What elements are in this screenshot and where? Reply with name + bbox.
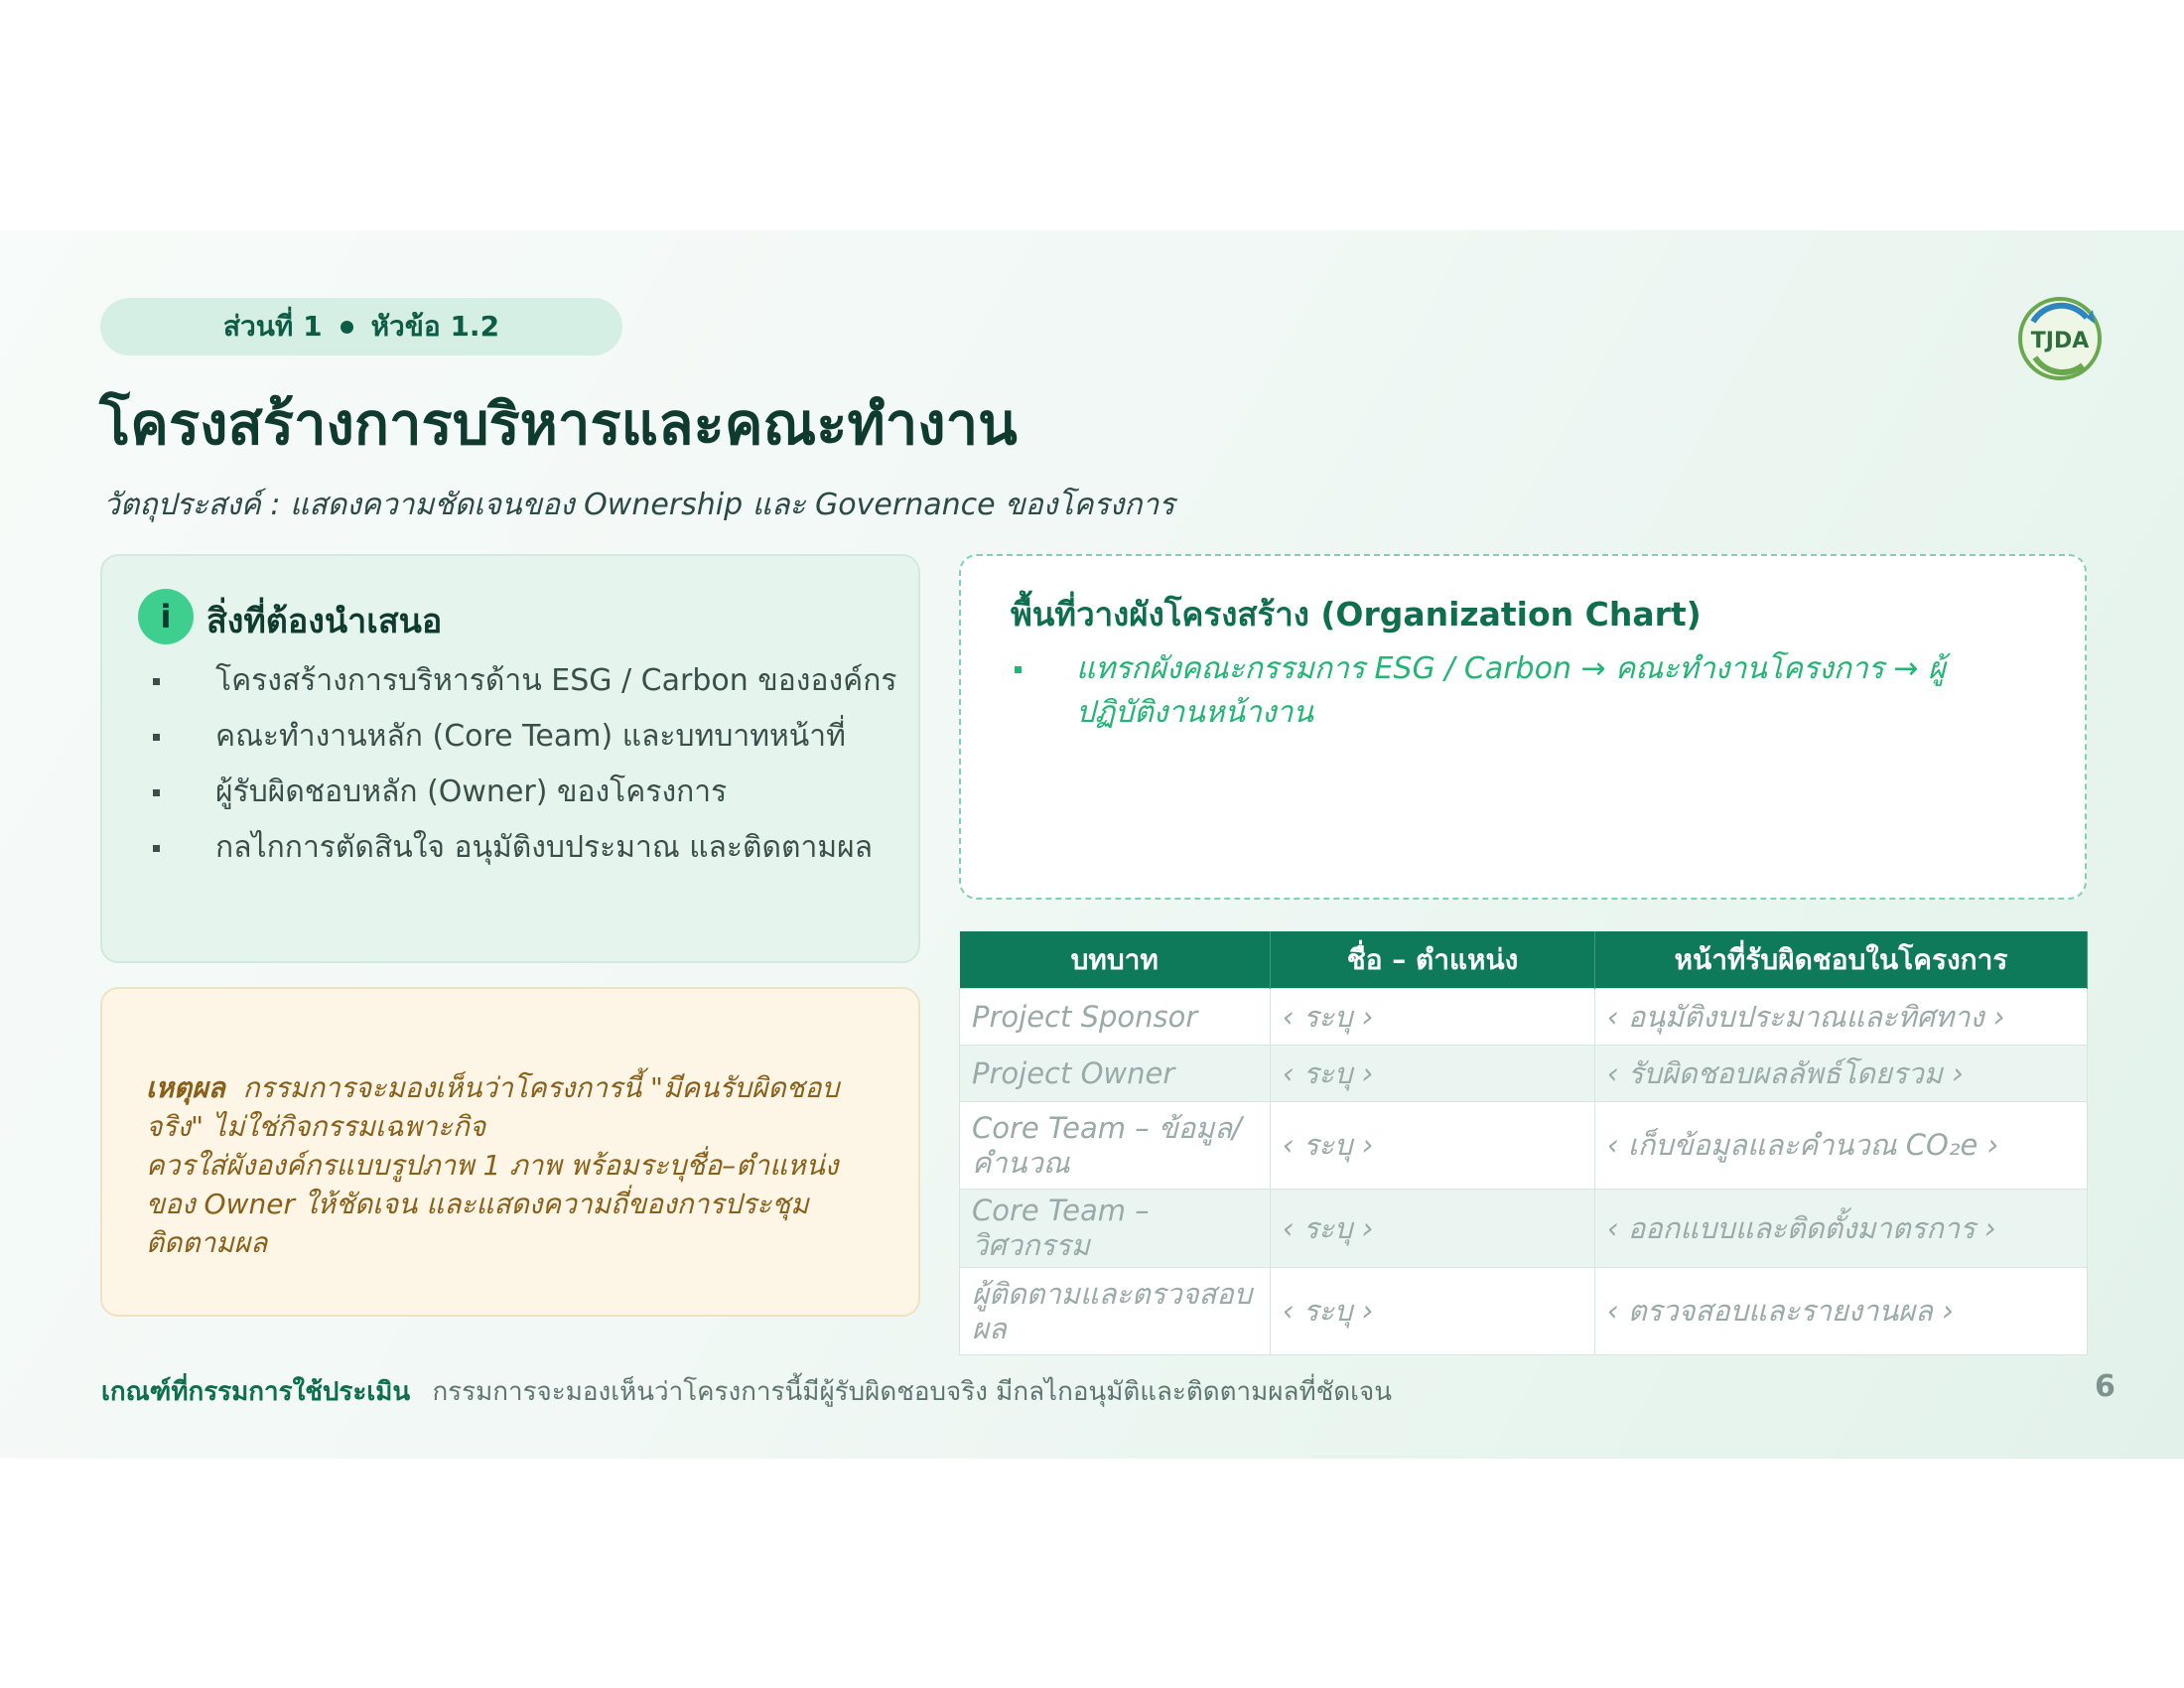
bullet-icon: [153, 678, 160, 685]
list-item-text: คณะทำงานหลัก (Core Team) และบทบาทหน้าที่: [215, 719, 846, 754]
table-row: [960, 1268, 2088, 1355]
present-card-title: สิ่งที่ต้องนำเสนอ: [206, 602, 443, 641]
section-label: ส่วนที่ 1: [222, 310, 323, 343]
bullet-icon: [153, 734, 160, 741]
role-cell[interactable]: Core Team – วิศวกรรม: [960, 1190, 1271, 1268]
tjda-logo: [2013, 292, 2107, 385]
table-header-row: [960, 931, 2088, 989]
reason-body-2: ควรใส่ผังองค์กรแบบรูปภาพ 1 ภาพ พร้อมระบุชื่อ–ตำแหน่งของ Owner ให้ชัดเจน และแสดงความถี่ของการประชุมติดตามผล: [146, 1149, 839, 1259]
page-subtitle: วัตถุประสงค์ : แสดงความชัดเจนของ Ownership และ Governance ของโครงการ: [103, 488, 1175, 522]
list-item: [148, 659, 902, 702]
separator-dot-icon: [341, 321, 353, 334]
role-cell[interactable]: Core Team – ข้อมูล/คำนวณ: [960, 1102, 1271, 1190]
section-badge: [100, 298, 622, 355]
list-item-text: กลไกการตัดสินใจ อนุมัติงบประมาณ และติดตามผล: [215, 830, 874, 865]
column-header: หน้าที่รับผิดชอบในโครงการ: [1595, 931, 2088, 989]
duty-cell[interactable]: ‹ เก็บข้อมูลและคำนวณ CO₂e ›: [1595, 1102, 2088, 1190]
list-item: [148, 771, 902, 813]
logo-text: TJDA: [2030, 329, 2090, 353]
column-header: ชื่อ – ตำแหน่ง: [1271, 931, 1595, 989]
slide: [0, 230, 2184, 1459]
list-item-text: โครงสร้างการบริหารด้าน ESG / Carbon ขององค์กร: [215, 663, 897, 698]
list-item: [148, 826, 902, 869]
name-cell[interactable]: ‹ ระบุ ›: [1271, 1046, 1595, 1102]
info-icon: i: [138, 589, 194, 644]
duty-cell[interactable]: ‹ ออกแบบและติดตั้งมาตรการ ›: [1595, 1190, 2088, 1268]
bullet-icon: [1015, 666, 1022, 673]
duty-cell[interactable]: ‹ รับผิดชอบผลลัพธ์โดยรวม ›: [1595, 1046, 2088, 1102]
role-cell[interactable]: Project Sponsor: [960, 989, 1271, 1046]
table-row: [960, 1046, 2088, 1102]
reason-body: กรรมการจะมองเห็นว่าโครงการนี้ "มีคนรับผิดชอบจริง" ไม่ใช่กิจกรรมเฉพาะกิจ: [146, 1071, 840, 1143]
reason-label: เหตุผล: [146, 1071, 225, 1104]
bullet-icon: [153, 789, 160, 796]
table-row: [960, 989, 2088, 1046]
bullet-icon: [153, 845, 160, 852]
reason-text: [146, 1068, 871, 1262]
reason-card: [100, 987, 920, 1317]
duty-cell[interactable]: ‹ ตรวจสอบและรายงานผล ›: [1595, 1268, 2088, 1355]
role-cell[interactable]: Project Owner: [960, 1046, 1271, 1102]
present-list: [148, 659, 902, 882]
list-item-text: ผู้รับผิดชอบหลัก (Owner) ของโครงการ: [215, 774, 728, 809]
name-cell[interactable]: ‹ ระบุ ›: [1271, 1102, 1595, 1190]
present-card: [100, 554, 920, 963]
column-header: บทบาท: [960, 931, 1271, 989]
org-chart-placeholder[interactable]: [959, 554, 2087, 900]
topic-label: หัวข้อ 1.2: [370, 310, 500, 343]
role-cell[interactable]: ผู้ติดตามและตรวจสอบผล: [960, 1268, 1271, 1355]
footer: [101, 1371, 1392, 1412]
table-row: [960, 1102, 2088, 1190]
page-title: โครงสร้างการบริหารและคณะทำงาน: [99, 390, 1018, 458]
org-chart-hint-text: แทรกผังคณะกรรมการ ESG / Carbon → คณะทำงานโครงการ → ผู้ปฏิบัติงานหน้างาน: [1076, 651, 1946, 730]
footer-label: เกณฑ์ที่กรรมการใช้ประเมิน: [101, 1377, 411, 1407]
name-cell[interactable]: ‹ ระบุ ›: [1271, 1190, 1595, 1268]
footer-text: กรรมการจะมองเห็นว่าโครงการนี้มีผู้รับผิดชอบจริง มีกลไกอนุมัติและติดตามผลที่ชัดเจน: [432, 1377, 1393, 1407]
roles-table: [959, 931, 2088, 1355]
page-number: 6: [2095, 1369, 2116, 1404]
duty-cell[interactable]: ‹ อนุมัติงบประมาณและทิศทาง ›: [1595, 989, 2088, 1046]
name-cell[interactable]: ‹ ระบุ ›: [1271, 989, 1595, 1046]
table-row: [960, 1190, 2088, 1268]
org-chart-hint: [1011, 647, 2013, 735]
list-item: [148, 715, 902, 758]
org-chart-title: พื้นที่วางผังโครงสร้าง (Organization Chart): [1011, 595, 1702, 633]
name-cell[interactable]: ‹ ระบุ ›: [1271, 1268, 1595, 1355]
